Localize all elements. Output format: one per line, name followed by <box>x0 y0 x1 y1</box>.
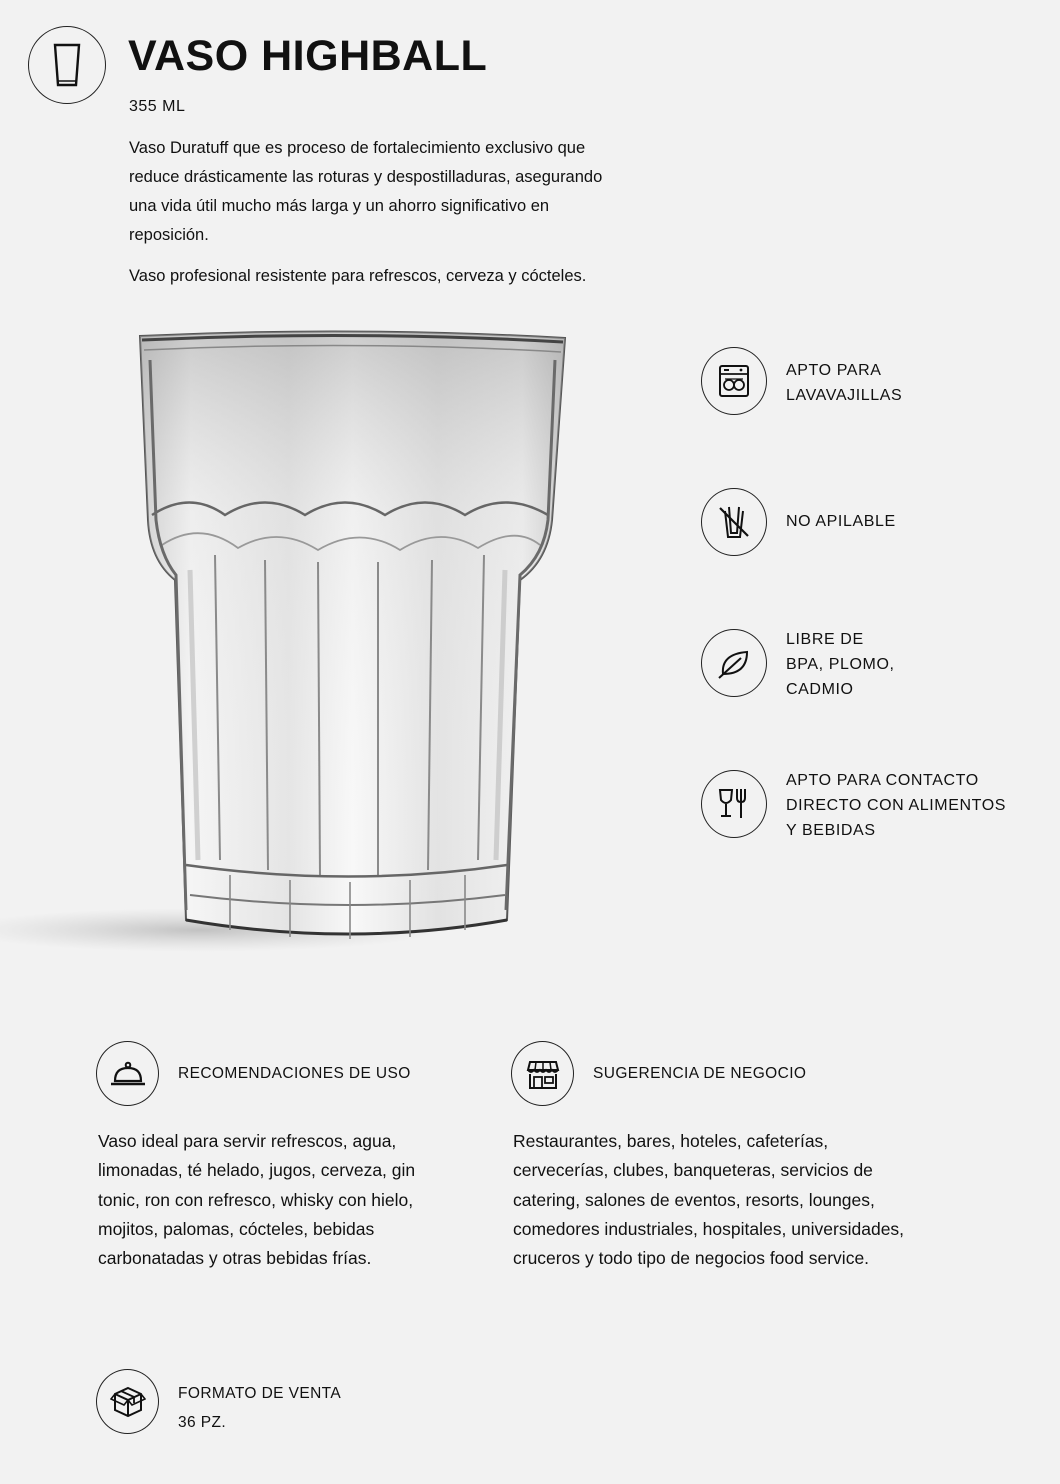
not-stackable-badge <box>701 488 767 556</box>
store-icon <box>525 1056 561 1092</box>
glass-fork-icon <box>715 785 753 823</box>
box-icon <box>110 1384 146 1420</box>
sales-format-badge <box>96 1369 159 1434</box>
product-description-secondary: Vaso profesional resistente para refrescos, cerveza y cócteles. <box>129 267 587 285</box>
glass-icon-badge <box>28 26 106 104</box>
dishwasher-badge <box>701 347 767 415</box>
leaf-badge <box>701 629 767 697</box>
sales-format-value: 36 PZ. <box>178 1414 227 1431</box>
dishwasher-icon <box>716 363 752 399</box>
product-title: VASO HIGHBALL <box>128 32 488 80</box>
usage-badge <box>96 1041 159 1106</box>
feature-food-contact-label: APTO PARA CONTACTO DIRECTO CON ALIMENTOS Y BEBIDAS <box>786 772 1007 839</box>
feature-dishwasher-label: APTO PARA LAVAVAJILLAS <box>786 362 903 404</box>
usage-text: Vaso ideal para servir refrescos, agua, limonadas, té helado, jugos, cerveza, gin tonic, ron con refresco, whisky con hielo, mojitos, palomas, cócteles, bebidas carbonatadas y otras bebidas frías. <box>98 1131 416 1269</box>
glass-icon <box>47 41 87 89</box>
feature-not-stackable-label: NO APILABLE <box>786 513 896 530</box>
feature-bpa-free-label: LIBRE DE BPA, PLOMO, CADMIO <box>786 631 895 698</box>
highball-glass-image <box>0 320 600 980</box>
sales-format-heading: FORMATO DE VENTA <box>178 1385 342 1402</box>
cloche-icon <box>109 1057 147 1091</box>
product-capacity: 355 ML <box>129 98 186 115</box>
business-badge <box>511 1041 574 1106</box>
business-heading: SUGERENCIA DE NEGOCIO <box>593 1065 807 1082</box>
not-stackable-icon <box>715 503 753 541</box>
business-text: Restaurantes, bares, hoteles, cafeterías, cervecerías, clubes, banqueteras, servicios de catering, salones de eventos, resorts, lounges, comedores industriales, hospitales, universidades, cruceros y todo tipo de negocios food service. <box>513 1131 905 1269</box>
leaf-icon <box>715 644 753 682</box>
usage-heading: RECOMENDACIONES DE USO <box>178 1065 411 1082</box>
product-description: Vaso Duratuff que es proceso de fortalecimiento exclusivo que reduce drásticamente las roturas y despostilladuras, asegurando una vida útil mucho más larga y un ahorro significativo en reposición. <box>129 139 603 244</box>
food-contact-badge <box>701 770 767 838</box>
